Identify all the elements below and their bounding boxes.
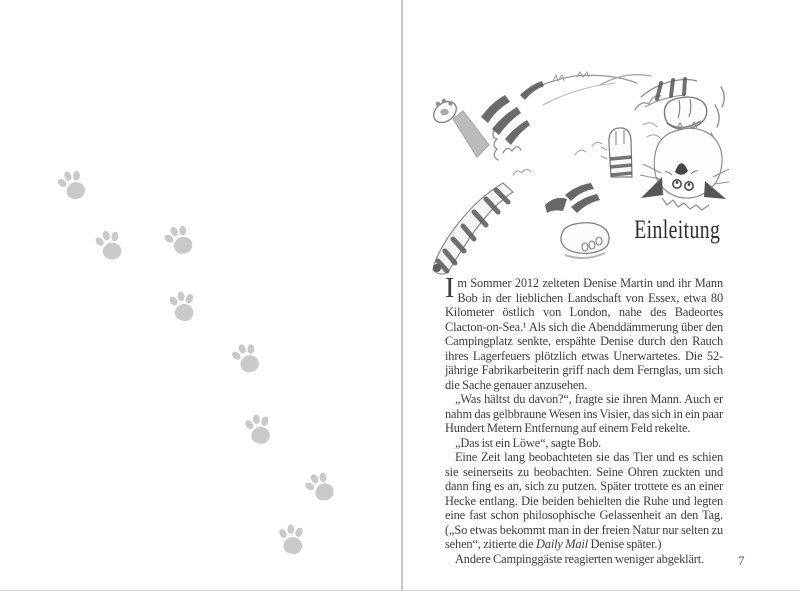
page-number: 7 [738, 553, 745, 568]
paragraph-2: „Was hältst du davon?“, fragte sie ihren Mann. Auch er nahm das gelbbraune Wesen ins Visier, das sich in ein paar Hundert Metern Entfernung auf einem Feld rekelte. [445, 392, 723, 435]
paw-print-icon [301, 469, 336, 506]
paragraph-1-text: m Sommer 2012 zelteten Denise Martin und ihr Mann Bob in der lieblichen Landschaft von Essex, etwa 80 Kilometer östlich von London, nahe des Badeortes Clacton-on-Sea.¹ Als sich die Abenddämmerung über den Campingplatz senkte, erspähte Denise durch den Rauch ihres Lagerfeuers plötzlich etwas Unerwartetes. Die 52-jährige Fabrikarbeiterin griff nach dem Fernglas, um sich die Sache genauer anzusehen. [445, 276, 723, 392]
newspaper-name-italic: Daily Mail [535, 537, 589, 551]
paragraph-1 [445, 273, 723, 392]
paw-print-icon [93, 229, 122, 260]
paw-print-icon [166, 290, 196, 322]
paragraph-4-text: Eine Zeit lang beobachteten sie das Tier und es schien sie seinerseits zu beobachten. Seine Ohren zuckten und dann fing es an, sich zu putzen. Später trottete es an einer Hecke entlang. Die beiden behielten die Ruhe und legten eine fast schon philosophische Gelassenheit an den Tag. („So etwas bekommt man in der freien Natur nur selten zu sehen“, zitierte die [445, 450, 723, 551]
paw-print-icon [54, 168, 86, 202]
body-text [445, 273, 723, 566]
drop-cap: I [445, 273, 455, 304]
chapter-heading: Einleitung [633, 215, 720, 244]
paragraph-4 [445, 450, 723, 552]
paragraph-4-end: Denise später.) [588, 537, 662, 551]
paragraph-5: Andere Campinggäste reagierten weniger abgeklärt. [455, 551, 705, 566]
paw-print-icon [160, 222, 194, 258]
paw-print-icon [243, 414, 271, 444]
paw-print-icon [274, 522, 305, 556]
paragraph-3: „Das ist ein Löwe“, sagte Bob. [455, 435, 602, 450]
right-page [402, 0, 800, 591]
paw-print-icon [229, 341, 260, 375]
